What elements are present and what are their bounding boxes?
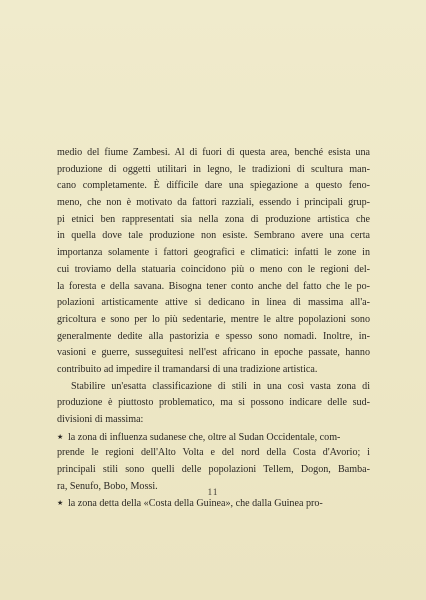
text-line: medio del fiume Zambesi. Al di fuori di questa area, benché esista una	[57, 147, 370, 158]
text-line: produzione è piuttosto problematico, ma si possono indicare delle sud-	[57, 397, 370, 409]
text-line: cui troviamo della statuaria coincidono più o meno con le regioni del-	[57, 263, 370, 275]
body-text	[57, 145, 370, 512]
text-line: ra, Senufo, Bobo, Mossi.	[57, 480, 158, 492]
text-line: importanza solamente i fattori geografici e climatici: infatti le zone in	[57, 247, 370, 259]
text-line: meno, che non è motivato da fattori razziali, essendo i principali grup-	[57, 197, 370, 209]
text-line: pi etnici ben rappresentati sia nella zona di produzione artistica che	[57, 213, 370, 225]
list-item-text: la zona di influenza sudanese che, oltre al Sudan Occidentale, com-	[68, 431, 341, 443]
star-bullet-icon: ★	[57, 432, 64, 441]
text-line: principali stili sono quelli delle popolazioni Tellem, Dogon, Bamba-	[57, 464, 370, 476]
text-line: prende le regioni dell'Alto Volta e del nord della Costa d'Avorio; i	[57, 447, 370, 459]
list-item	[57, 495, 370, 512]
text-line: polazioni artisticamente attive si dedicano in linea di massima all'a-	[57, 297, 370, 309]
text-line: contribuito ad impedire il tramandarsi di una tradizione artistica.	[57, 363, 318, 375]
star-bullet-icon: ★	[57, 499, 64, 508]
list-item-text: la zona detta della «Costa della Guinea», che dalla Guinea pro-	[68, 498, 323, 510]
text-line: in quella dove tale produzione non esiste. Sembrano avere una certa	[57, 230, 370, 242]
list-item	[57, 429, 370, 446]
paragraph-start-line: Stabilire un'esatta classificazione di stili in una così vasta zona di	[71, 380, 370, 392]
text-line: divisioni di massima:	[57, 414, 144, 425]
text-line: generalmente dedite alla pastorizia e spesso sono nomadi. Inoltre, in-	[57, 330, 370, 342]
text-line: cano completamente. È difficile dare una spiegazione a questo feno-	[57, 180, 370, 192]
text-line: produzione di oggetti utilitari in legno, le tradizioni di scultura man-	[57, 163, 370, 175]
text-line: gricoltura e sono per lo più sedentarie, mentre le altre popolazioni sono	[57, 313, 370, 325]
page-number: 11	[207, 487, 219, 497]
text-line: vasioni e guerre, susseguitesi nell'est africano in epoche passate, hanno	[57, 347, 370, 359]
text-line: la foresta e della savana. Bisogna tener conto anche del fatto che le po-	[57, 280, 370, 292]
